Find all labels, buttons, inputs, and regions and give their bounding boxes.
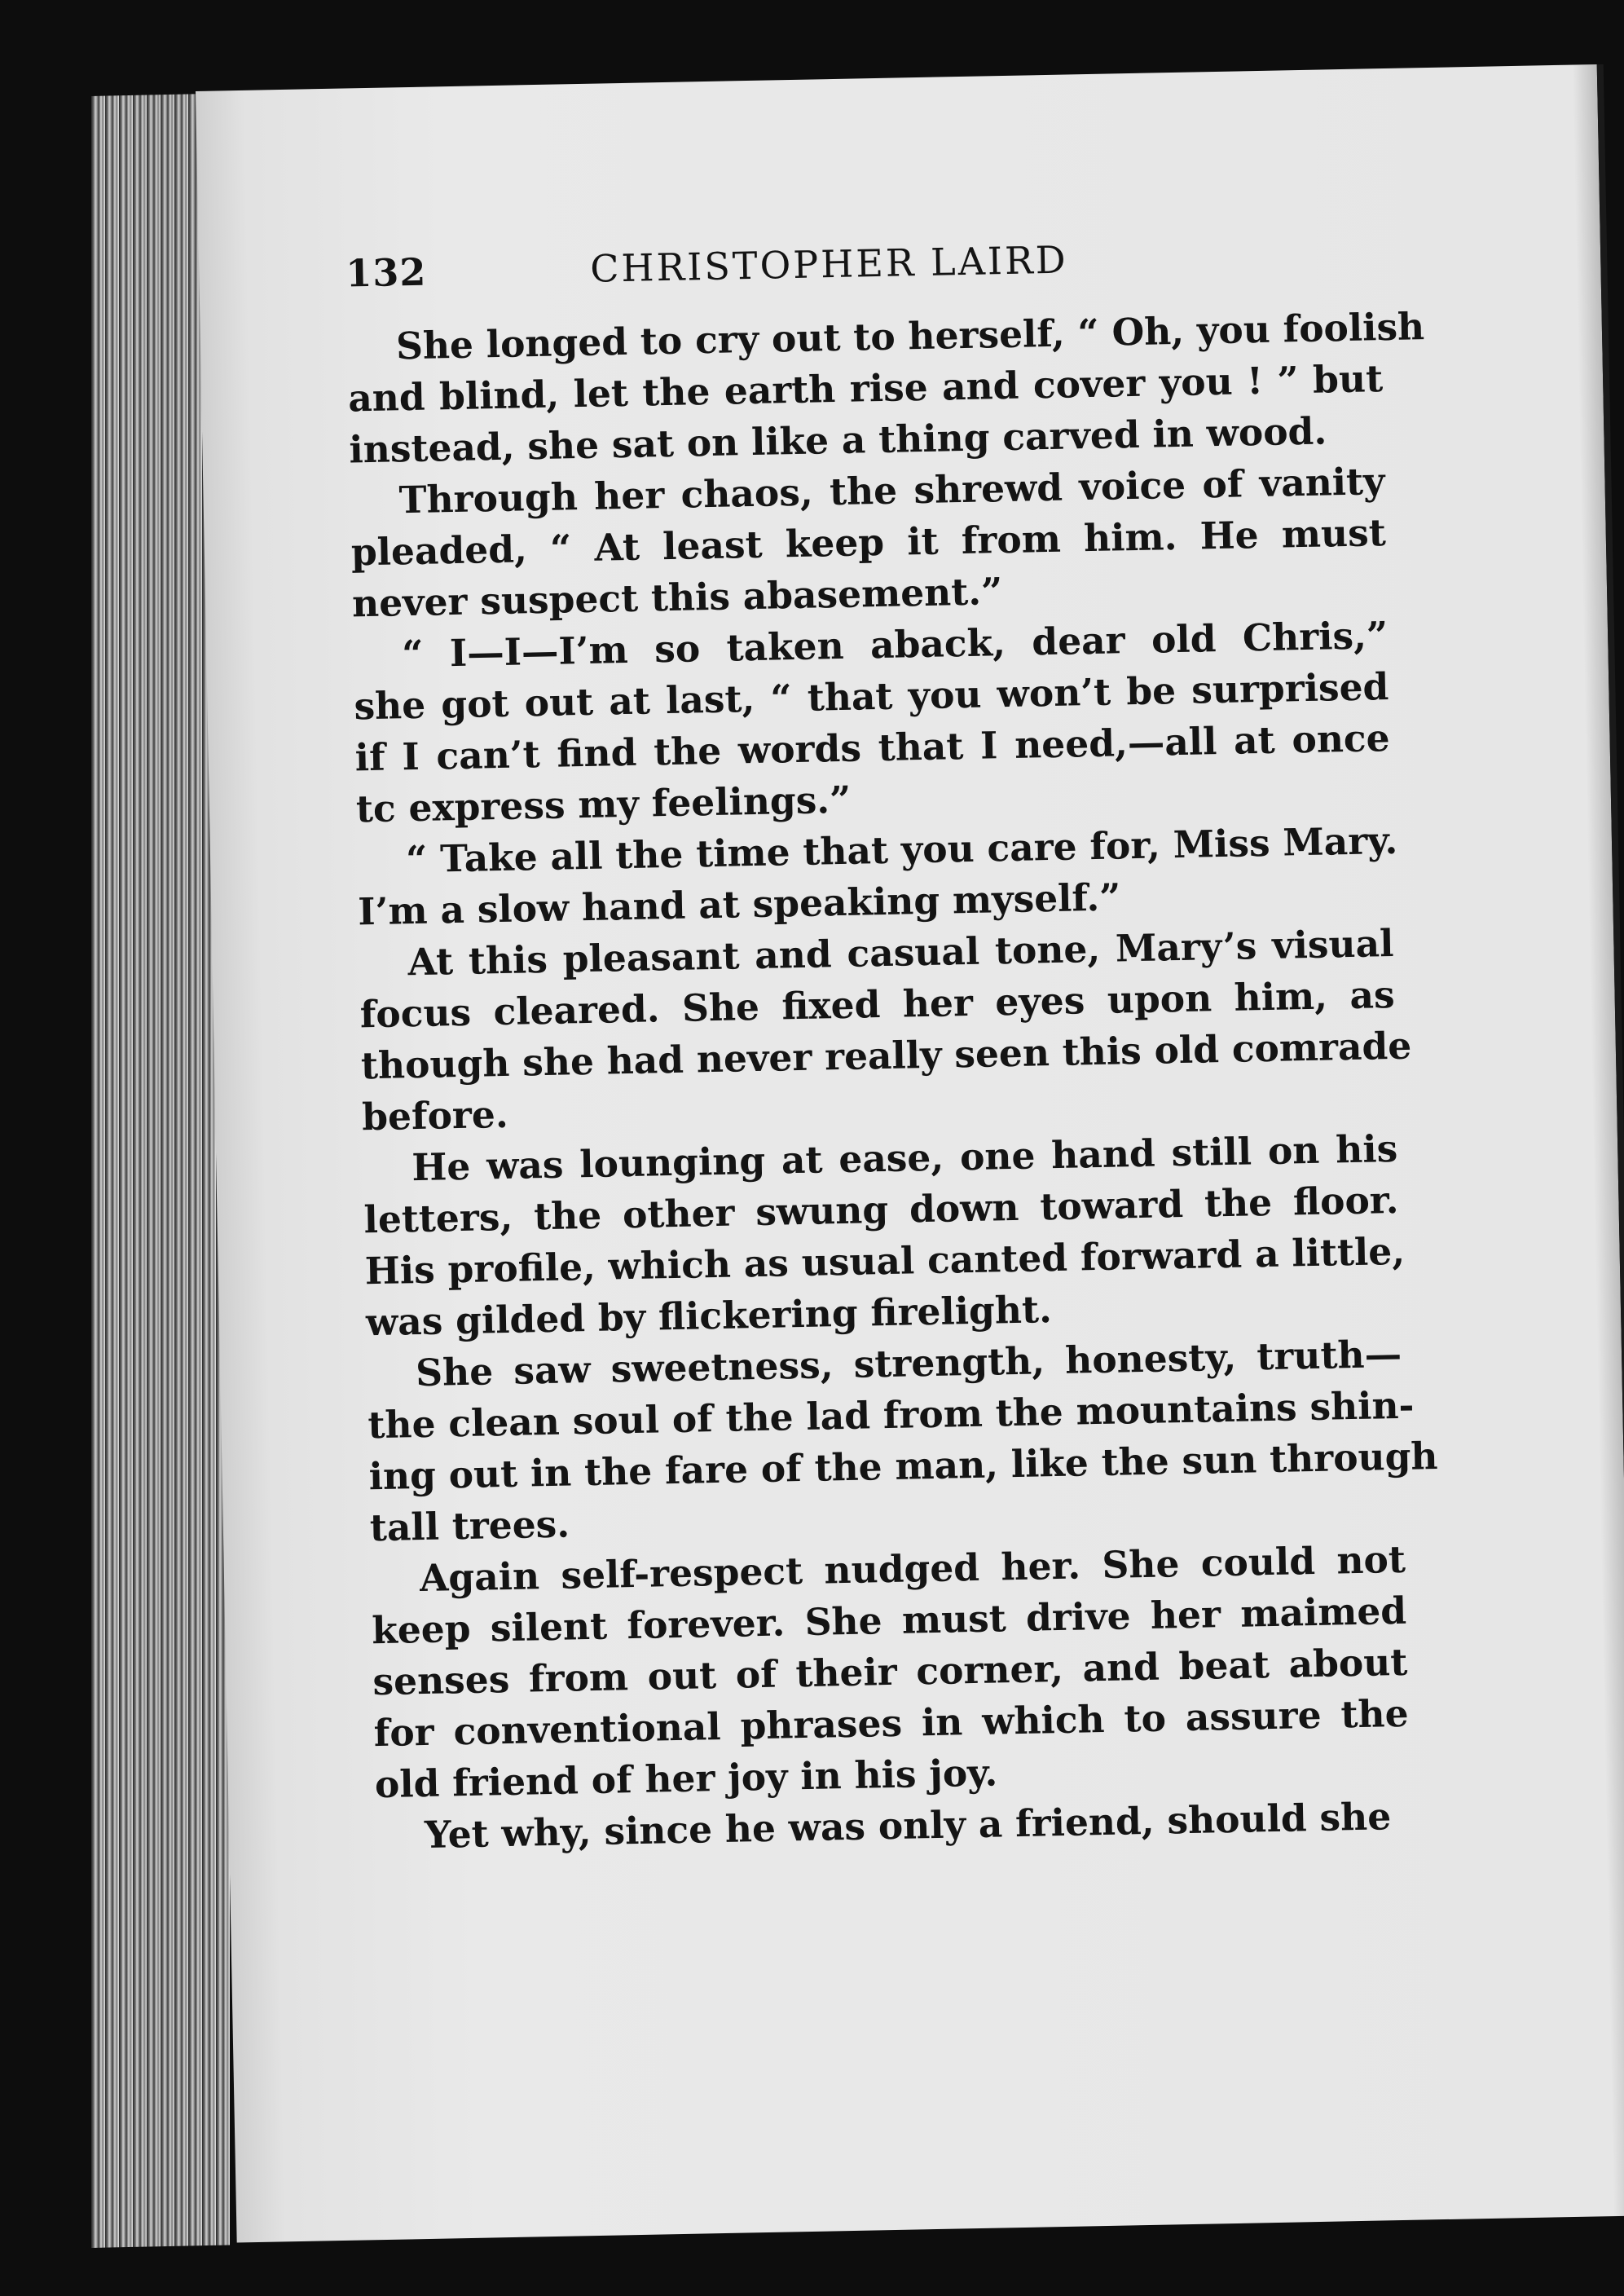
paragraph — [350, 456, 1387, 629]
text-line: I’m a slow hand at speaking myself.” — [357, 875, 1121, 934]
paragraph — [370, 1534, 1410, 1810]
text-line: She saw sweetness, strength, honesty, truth— — [415, 1331, 1402, 1395]
text-line: though she had never really seen this old comrade — [360, 1023, 1412, 1088]
text-line: was gilded by flickering firelight. — [365, 1287, 1053, 1345]
text-line: Again self-respect nudged her. She could not — [419, 1536, 1406, 1601]
body-text — [346, 302, 1438, 1862]
paragraph — [353, 610, 1392, 835]
text-line: never suspect this abasement.” — [351, 569, 1003, 626]
text-block — [345, 231, 1438, 1862]
paragraph — [363, 1123, 1406, 1348]
text-line: the clean soul of the lad from the mountains shin- — [367, 1382, 1415, 1448]
text-line: His profile, which as usual canted forward a little, — [364, 1228, 1406, 1293]
text-line: for conventional phrases in which to assure the — [373, 1690, 1409, 1756]
text-line: keep silent forever. She must drive her maimed — [371, 1588, 1407, 1653]
text-line: “ I—I—I’m so taken aback, dear old Chris,” — [401, 613, 1389, 676]
text-line: focus cleared. She fixed her eyes upon him, as — [359, 972, 1396, 1037]
text-line: old friend of her joy in his joy. — [374, 1750, 998, 1807]
text-line: At this pleasant and casual tone, Mary’s visual — [407, 920, 1394, 985]
page-number: 132 — [345, 249, 427, 296]
text-line: letters, the other swung down toward the floor. — [363, 1177, 1399, 1242]
text-line: senses from out of their corner, and beat about — [372, 1639, 1408, 1704]
book-page — [196, 64, 1624, 2243]
paragraph — [359, 918, 1412, 1143]
text-line: tall trees. — [369, 1501, 570, 1550]
text-line: before. — [361, 1091, 509, 1139]
text-line: “ Take all the time that you care for, Miss Mary. — [405, 817, 1398, 882]
paragraph — [367, 1329, 1438, 1553]
text-line: Through her chaos, the shrewd voice of vanity — [398, 459, 1385, 522]
text-line: tc express my feelings.” — [355, 777, 852, 831]
text-line: She longed to cry out to herself, “ Oh, you foolish — [395, 304, 1425, 368]
text-line: and blind, let the earth rise and cover you ! ” but — [347, 356, 1384, 421]
paragraph — [346, 302, 1425, 475]
text-line: she got out at last, “ that you won’t be surprised — [354, 664, 1389, 729]
text-line: Yet why, since he was only a friend, should she — [424, 1794, 1392, 1857]
page-shadow — [1573, 64, 1624, 2216]
text-line: ing out in the fare of the man, like the sun through — [368, 1434, 1438, 1499]
paragraph — [357, 815, 1398, 937]
text-line: if I can’t find the words that I need,—all at once — [354, 716, 1391, 780]
running-head: CHRISTOPHER LAIRD — [589, 237, 1069, 291]
text-line: He was lounging at ease, one hand still on his — [411, 1126, 1398, 1190]
text-line: instead, she sat on like a thing carved in wood. — [348, 408, 1327, 472]
text-line: pleaded, “ At least keep it from him. He must — [350, 510, 1387, 575]
